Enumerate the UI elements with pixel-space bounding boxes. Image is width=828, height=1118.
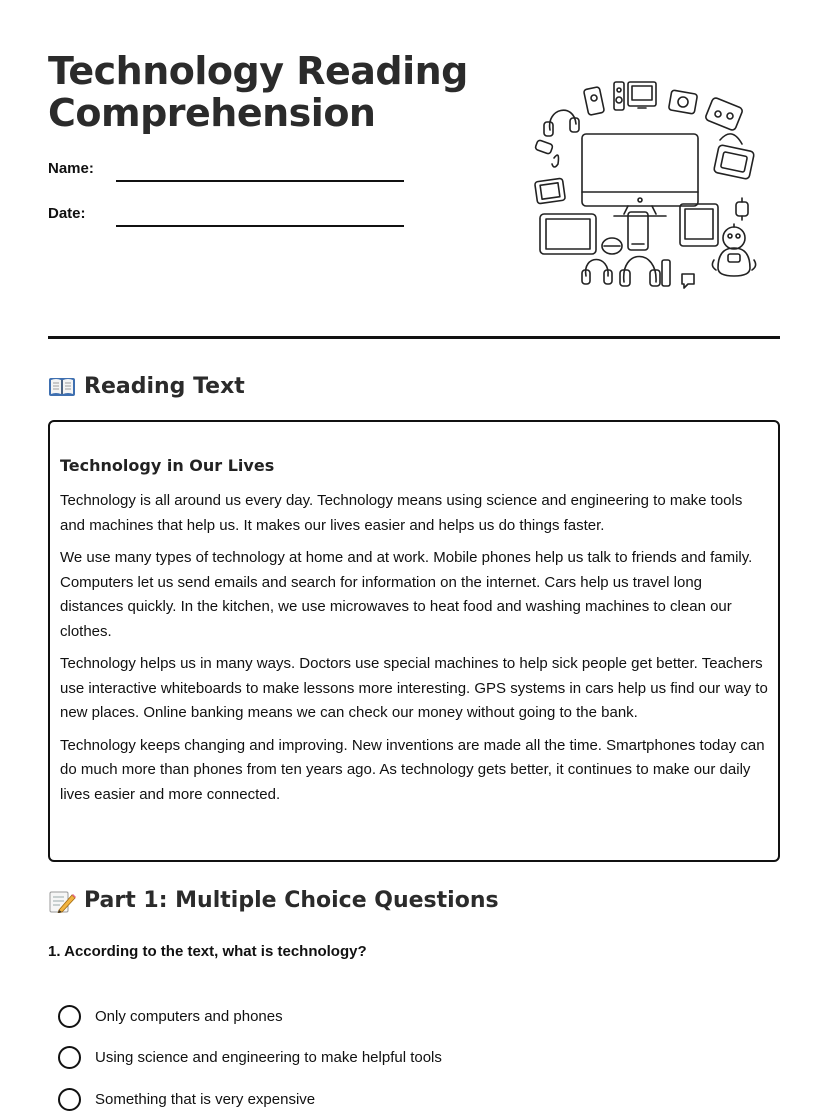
- memo-pencil-icon: [48, 889, 76, 913]
- question-1-option-a[interactable]: [58, 1005, 283, 1028]
- date-field: [48, 205, 408, 235]
- reading-heading-text: Reading Text: [84, 374, 245, 399]
- radio-button[interactable]: [58, 1046, 81, 1069]
- open-book-icon: [48, 375, 76, 399]
- passage-paragraph: Technology is all around us every day. Technology means using science and engineering to make tools and machines that help us. It makes our lives easier and helps us do things faster.: [60, 492, 743, 534]
- date-label: Date:: [48, 205, 86, 222]
- name-line[interactable]: [116, 180, 404, 182]
- passage-paragraph: Technology keeps changing and improving. New inventions are made all the time. Smartphones today can do much more than phones from ten years ago. As technology gets better, it continues to make our daily lives easier and more connected.: [60, 736, 765, 803]
- passage-paragraph: We use many types of technology at home and at work. Mobile phones help us talk to friends and family. Computers let us send emails and search for information on the internet. Cars help us travel long distances quickly. In the kitchen, we use microwaves to heat food and washing machines to clean our clothes.: [60, 549, 753, 640]
- option-label: Using science and engineering to make helpful tools: [95, 1049, 442, 1066]
- part1-heading-text: Part 1: Multiple Choice Questions: [84, 888, 499, 913]
- technology-devices-clipart: [528, 78, 764, 292]
- reading-heading: [48, 374, 245, 399]
- passage-title: Technology in Our Lives: [60, 456, 275, 475]
- option-label: Only computers and phones: [95, 1008, 283, 1025]
- question-1-option-b[interactable]: [58, 1046, 442, 1069]
- question-1: 1. According to the text, what is technology?: [48, 943, 367, 960]
- radio-button[interactable]: [58, 1088, 81, 1111]
- header-divider: [48, 336, 780, 339]
- part1-heading: [48, 888, 499, 913]
- name-field: [48, 160, 408, 190]
- date-line[interactable]: [116, 225, 404, 227]
- reading-text-box: [48, 420, 780, 862]
- option-label: Something that is very expensive: [95, 1091, 316, 1108]
- radio-button[interactable]: [58, 1005, 81, 1028]
- name-label: Name:: [48, 160, 94, 177]
- worksheet-title: Technology Reading Comprehension: [48, 49, 468, 135]
- question-1-option-c[interactable]: [58, 1088, 315, 1111]
- passage-paragraph: Technology helps us in many ways. Doctors use special machines to help sick people get better. Teachers use interactive whiteboards to make lessons more interesting. GPS systems in cars help us find our way to new places. Online banking means we can check our money without going to the bank.: [60, 655, 768, 721]
